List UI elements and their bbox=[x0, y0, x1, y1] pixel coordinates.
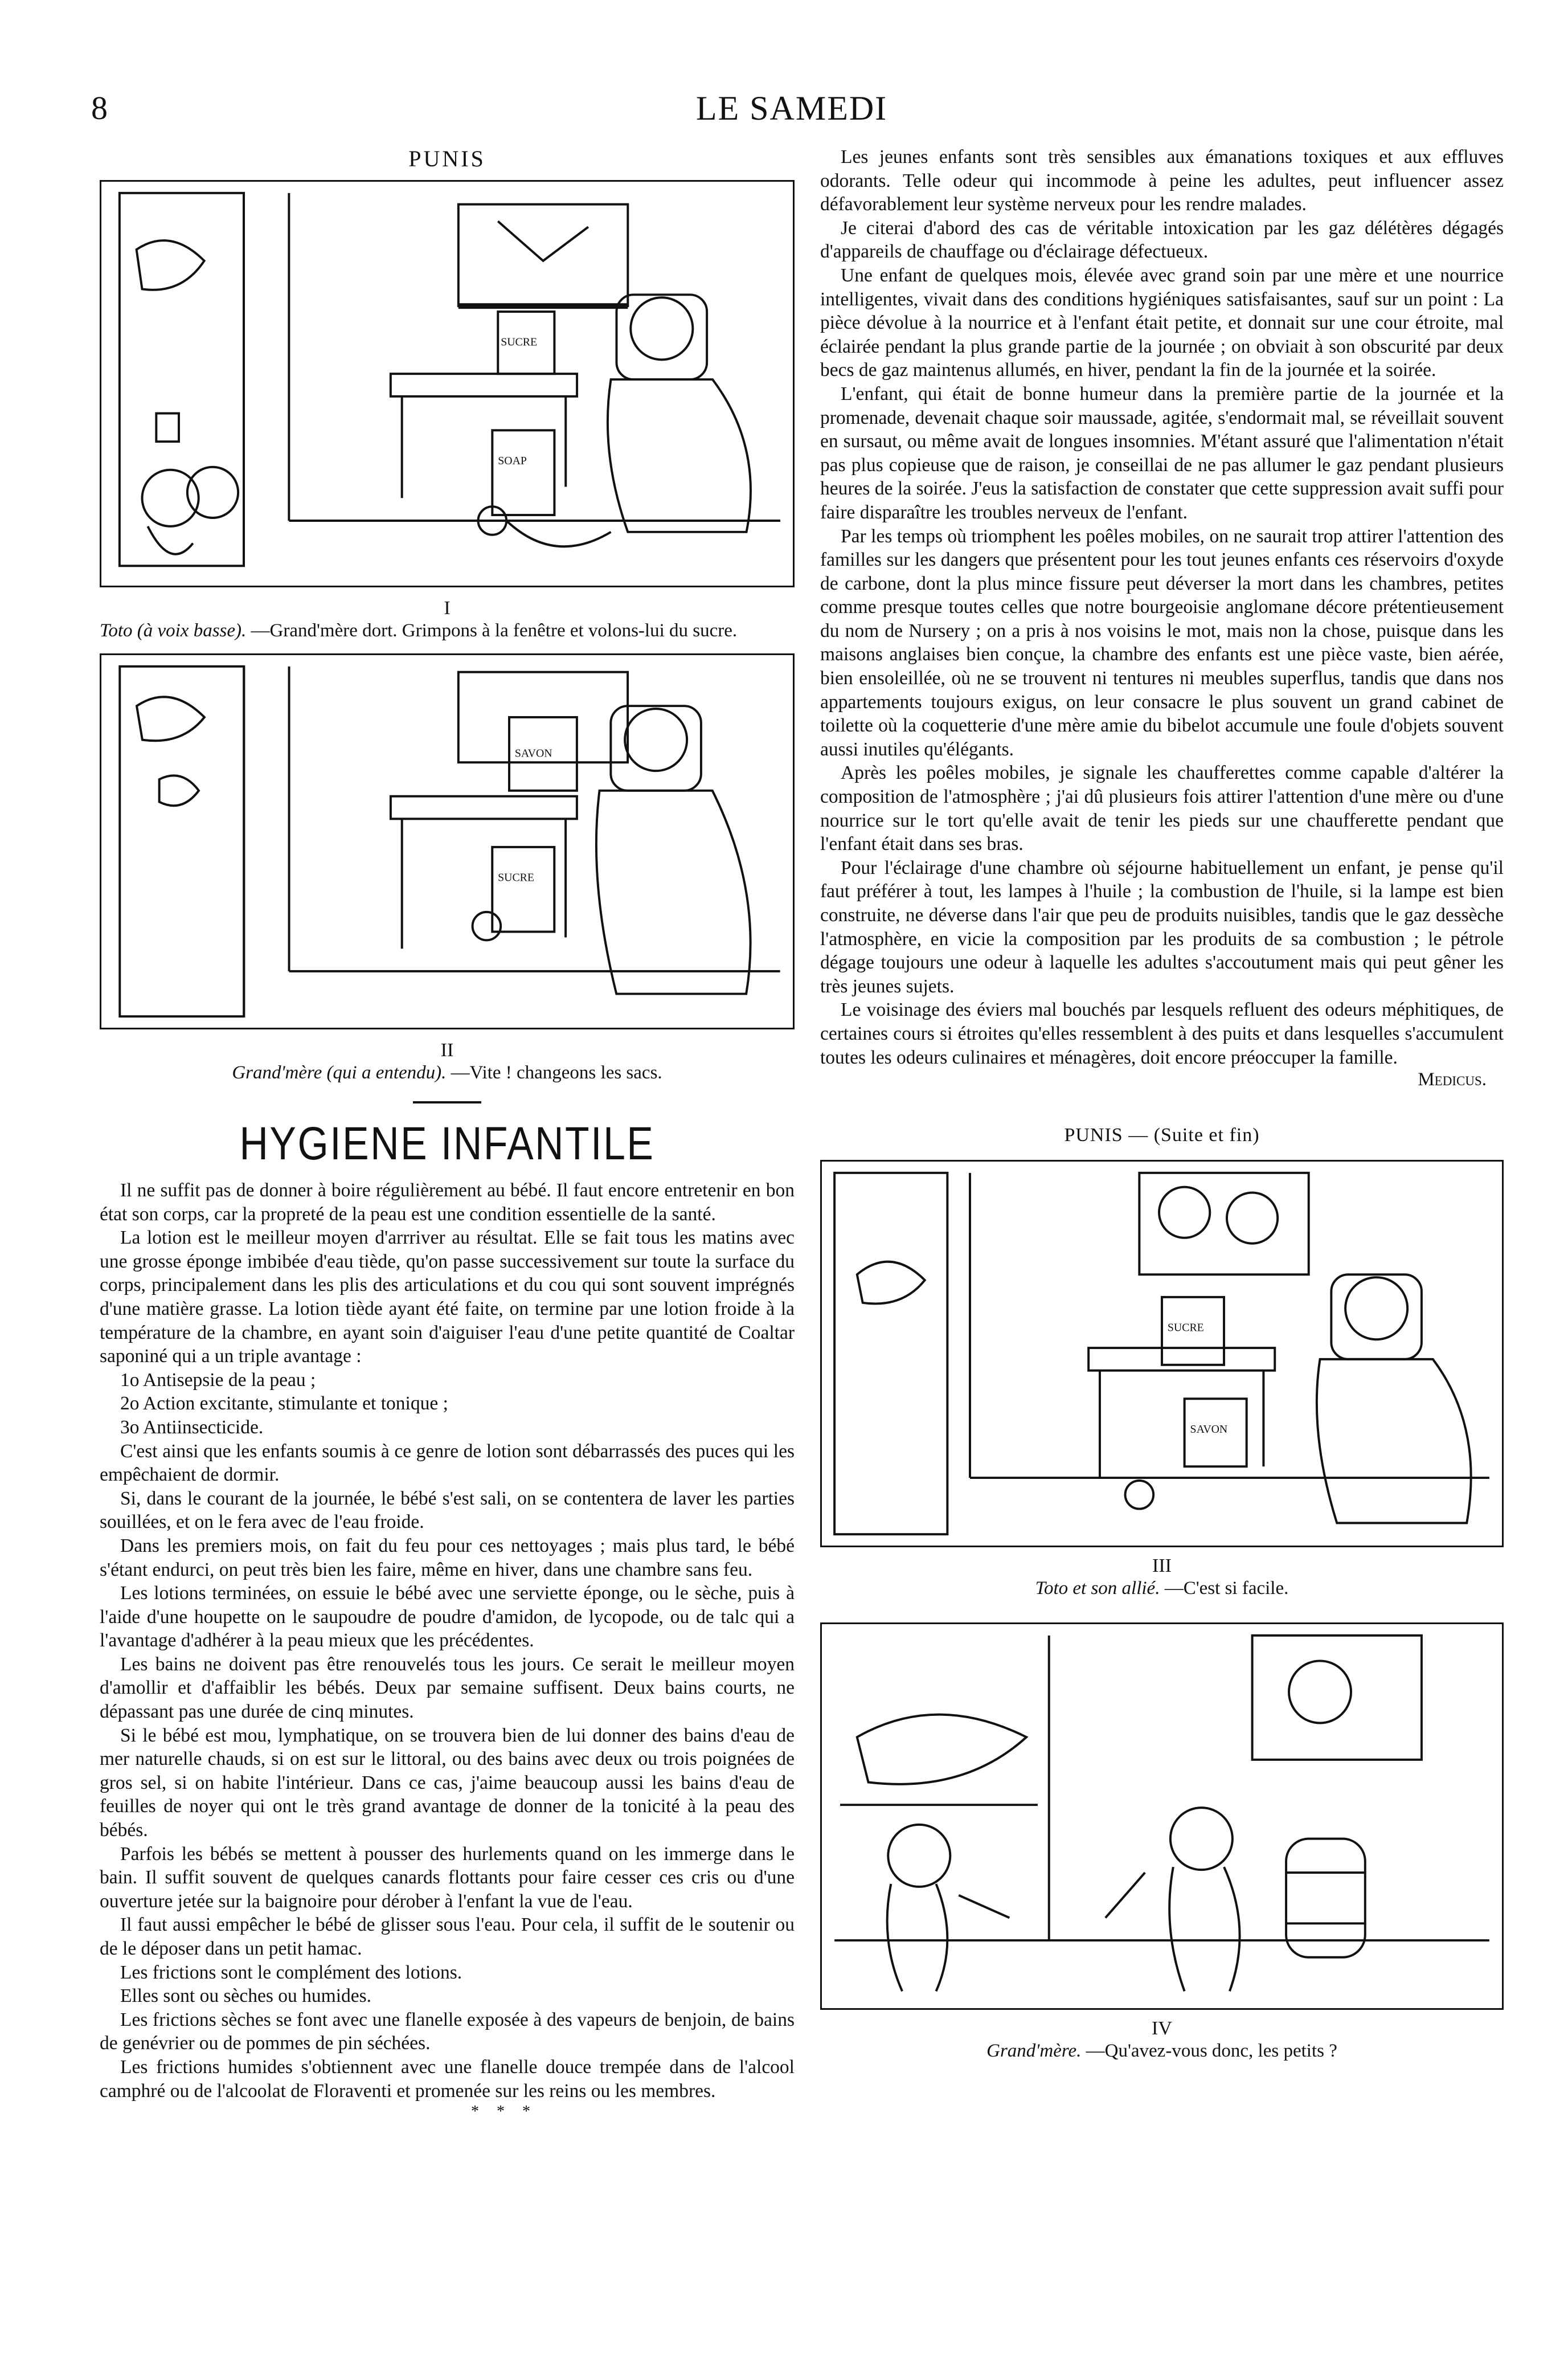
comic-title-continued: PUNIS — (Suite et fin) bbox=[1064, 1125, 1260, 1146]
article-paragraph: Parfois les bébés se mettent à pousser des hurlements quand on les immerge dans le bain. Il suffit souvent de quelques canards flottants pour faire cesser ces cris ou d'une ouverture jetée sur la baignoire pour dérober à l'enfant la vue de l'eau. bbox=[100, 1843, 795, 1912]
newspaper-title: LE SAMEDI bbox=[695, 89, 888, 127]
article-body bbox=[100, 1179, 795, 2121]
article-paragraph: L'enfant, qui était de bonne humeur dans la première partie de la journée et la promenade, devenait chaque soir maussade, agitée, s'endormait mal, se réveillait souvent en sursaut, ou même avait de longues insomnies. M'étant assuré que l'alimentation n'était pas plus copieuse que de raison, je conseillai de ne pas allumer le gaz pendant plusieurs heures de la soirée. J'eus la satisfaction de constater que cette suppression avait suffi pour faire disparaître les troubles nerveux de l'enfant. bbox=[820, 383, 1504, 523]
panel-2-illustration bbox=[101, 655, 793, 1028]
panel-4-illustration bbox=[822, 1624, 1502, 2008]
article-paragraph: Les frictions sont le complément des lotions. bbox=[120, 1961, 462, 1983]
left-column bbox=[100, 145, 795, 2121]
panel-4-numeral: IV bbox=[1152, 2018, 1172, 2039]
article-continued bbox=[820, 145, 1504, 1090]
panel-1-numeral: I bbox=[444, 598, 451, 619]
page-number: 8 bbox=[91, 89, 108, 126]
soap-box-label: SOAP bbox=[498, 454, 527, 467]
panel-2-text: —Vite ! changeons les sacs. bbox=[451, 1062, 662, 1083]
sugar-bag-label: SUCRE bbox=[501, 336, 538, 349]
article-paragraph: Les jeunes enfants sont très sensibles aux émanations toxiques et aux effluves odorants. Telle odeur qui incommode à peine les adultes, peut influencer assez défavorablement leur système nerveux pour les rendre malades. bbox=[820, 146, 1504, 215]
panel-3-numeral: III bbox=[1152, 1555, 1172, 1577]
article-paragraph: Les frictions sèches se font avec une flanelle exposée à des vapeurs de benjoin, de bains de genévrier ou de pommes de pin séchées. bbox=[100, 2009, 795, 2054]
article-paragraph: 3o Antiinsecticide. bbox=[120, 1416, 264, 1438]
comic-panel-1 bbox=[100, 180, 795, 587]
section-stars: * * * bbox=[471, 2103, 537, 2121]
article-paragraph: Les frictions humides s'obtiennent avec une flanelle douce trempée dans de l'alcool camphré ou de l'alcoolat de Floraventi et promenée sur les reins ou les membres. bbox=[100, 2056, 795, 2102]
panel-3-text: —C'est si facile. bbox=[1164, 1578, 1289, 1599]
comic-panel-4 bbox=[820, 1622, 1504, 2010]
comic-panel-2 bbox=[100, 653, 795, 1029]
article-paragraph: Il ne suffit pas de donner à boire régulièrement au bébé. Il faut encore entretenir en bon état son corps, car la propreté de la peau est une condition essentielle de la santé. bbox=[100, 1180, 795, 1225]
comic-title: PUNIS bbox=[408, 146, 486, 171]
article-paragraph: Si le bébé est mou, lymphatique, on se trouvera bien de lui donner des bains d'eau de mer naturelle chauds, si on est sur le littoral, ou des bains avec deux ou trois poignées de gros sel, si on habite l'intérieur. Dans ce cas, j'aime beaucoup aussi les bains d'eau de feuilles de noyer qui ont le très grand avantage de donner de la tonicité à la peau des bébés. bbox=[100, 1724, 795, 1841]
panel-4-speaker: Grand'mère. bbox=[986, 2041, 1082, 2062]
panel-2-box-label: SUCRE bbox=[498, 871, 534, 884]
article-paragraph: Une enfant de quelques mois, élevée avec grand soin par une mère et une nourrice intelligentes, vivait dans des conditions hygiéniques satisfaisantes, sauf sur un point : La pièce dévolue à la nourrice et à l'enfant était petite, et donnait sur une cour étroite, mal éclairée pendant la plus grande partie de la journée ; on obviait à son obscurité par deux becs de gaz maintenus allumés, en hiver, pendant la fin de la journée et la soirée. bbox=[820, 264, 1504, 381]
panel-3-caption bbox=[820, 1577, 1504, 1600]
panel-3-speaker: Toto et son allié. bbox=[1035, 1578, 1160, 1599]
article-paragraph: Il faut aussi empêcher le bébé de glisser sous l'eau. Pour cela, il suffit de le soutenir ou de le déposer dans un petit hamac. bbox=[100, 1914, 795, 1959]
article-paragraph: Les bains ne doivent pas être renouvelés tous les jours. Ce serait le meilleur moyen d'amollir et d'affaiblir les bébés. Deux par semaine suffisent. Deux bains courts, ne dépassant pas une durée de cinq minutes. bbox=[100, 1653, 795, 1723]
panel-4-text: —Qu'avez-vous donc, les petits ? bbox=[1086, 2041, 1337, 2062]
article-paragraph: Si, dans le courant de la journée, le bébé s'est sali, on se contentera de laver les parties souillées, et on le fera avec de l'eau froide. bbox=[100, 1487, 795, 1533]
panel-2-caption bbox=[100, 1061, 795, 1084]
panel-3-illustration bbox=[822, 1162, 1502, 1546]
page-header bbox=[85, 85, 1498, 131]
panel-1-speaker: Toto (à voix basse). bbox=[100, 620, 247, 641]
panel-2-numeral: II bbox=[440, 1040, 454, 1061]
right-column bbox=[820, 145, 1504, 2062]
article-paragraph: C'est ainsi que les enfants soumis à ce genre de lotion sont débarrassés des puces qui les empêchaient de dormir. bbox=[100, 1440, 795, 1486]
panel-2-bag-label: SAVON bbox=[514, 747, 552, 760]
article-paragraph: Après les poêles mobiles, je signale les chaufferettes comme capable d'altérer la composition de l'atmosphère ; j'ai dû plusieurs fois attirer l'attention d'une mère ou d'une nourrice sur le tort qu'elle avait de tenir les pieds sur une chaufferette pendant que l'enfant était dans ses bras. bbox=[820, 762, 1504, 855]
article-paragraph: Pour l'éclairage d'une chambre où séjourne habituellement un enfant, je pense qu'il faut préférer à tout, les lampes à l'huile ; la combustion de l'huile, si la lampe est bien construite, ne déverse dans l'air que peu de produits nuisibles, tandis que le gaz dessèche l'atmosphère, en vicie la composition par les produits de sa combustion ; le pétrole dégage toujours une odeur à laquelle les adultes s'accoutument mais qui peut gêner les très jeunes sujets. bbox=[820, 857, 1504, 997]
panel-3-box-label: SAVON bbox=[1190, 1423, 1228, 1436]
article-paragraph: Le voisinage des éviers mal bouchés par lesquels refluent des odeurs méphitiques, de certaines cours si étroites qu'elles ressemblent à des puits et dans lesquelles s'accumulent toutes les odeurs culinaires et ménagères, doit encore préoccuper la famille. bbox=[820, 999, 1504, 1068]
panel-1-text: —Grand'mère dort. Grimpons à la fenêtre et volons-lui du sucre. bbox=[251, 620, 738, 641]
article-paragraph: 2o Action excitante, stimulante et tonique ; bbox=[120, 1393, 448, 1415]
article-paragraph: Par les temps où triomphent les poêles mobiles, on ne saurait trop attirer l'attention des familles sur les dangers que présentent pour les tout jeunes enfants ces réservoirs d'oxyde de carbone, dont la plus mince fissure peut déverser la mort dans les chambres, petites comme presque toutes celles que notre bourgeoisie anglomane décore prétentieusement du nom de Nursery ; on a pris à nos voisins le mot, mais non la chose, puisque dans les maisons anglaises bien conçue, la chambre des enfants est une pièce vaste, bien aérée, bien ensoleillée, où ne se trouvent ni tentures ni meubles superflus, tandis que dans nos appartements toujours exigus, on leur consacre le plus souvent un grand cabinet de toilette où la coquetterie d'une mère amie du bibelot accumule une foule d'objets souvent aussi inutiles qu'élégants. bbox=[820, 525, 1504, 760]
article-paragraph: Elles sont ou sèches ou humides. bbox=[120, 1985, 372, 2007]
panel-1-illustration bbox=[101, 182, 793, 586]
article-paragraph: Dans les premiers mois, on fait du feu pour ces nettoyages ; mais plus tard, le bébé s'étant endurci, on peut très bien les faire, même en hiver, dans une chambre sans feu. bbox=[100, 1535, 795, 1580]
panel-3-bag-label: SUCRE bbox=[1167, 1321, 1204, 1334]
article-paragraph: 1o Antisepsie de la peau ; bbox=[120, 1369, 316, 1391]
panel-1-caption bbox=[100, 619, 795, 642]
article-paragraph: La lotion est le meilleur moyen d'arrriver au résultat. Elle se fait tous les matins avec une grosse éponge imbibée d'eau tiède, qu'on passe successivement sur toute la surface du corps, principalement dans les plis des articulations et du cou qui sont souvent imprégnés d'une matière grasse. La lotion tiède ayant été faite, on termine par une lotion froide à la température de la chambre, en ayant soin d'aiguiser l'eau d'une petite quantité de Coaltar saponiné qui a un triple avantage : bbox=[100, 1227, 795, 1367]
panel-4-caption bbox=[820, 2039, 1504, 2062]
article-paragraph: Les lotions terminées, on essuie le bébé avec une serviette éponge, ou le sèche, puis à l'aide d'une houpette on le saupoudre de poudre d'amidon, de lycopode, ou de talc qui a l'avantage d'adhérer à la peau mieux que les précédentes. bbox=[100, 1583, 795, 1652]
section-rule bbox=[413, 1101, 481, 1103]
panel-2-speaker: Grand'mère (qui a entendu). bbox=[232, 1062, 447, 1083]
article-headline: HYGIENE INFANTILE bbox=[239, 1118, 655, 1170]
author-signature: Medicus. bbox=[1418, 1069, 1487, 1090]
article-paragraph: Je citerai d'abord des cas de véritable intoxication par les gaz délétères dégagés d'appareils de chauffage ou d'éclairage défectueux. bbox=[820, 217, 1504, 263]
comic-panel-3 bbox=[820, 1160, 1504, 1547]
